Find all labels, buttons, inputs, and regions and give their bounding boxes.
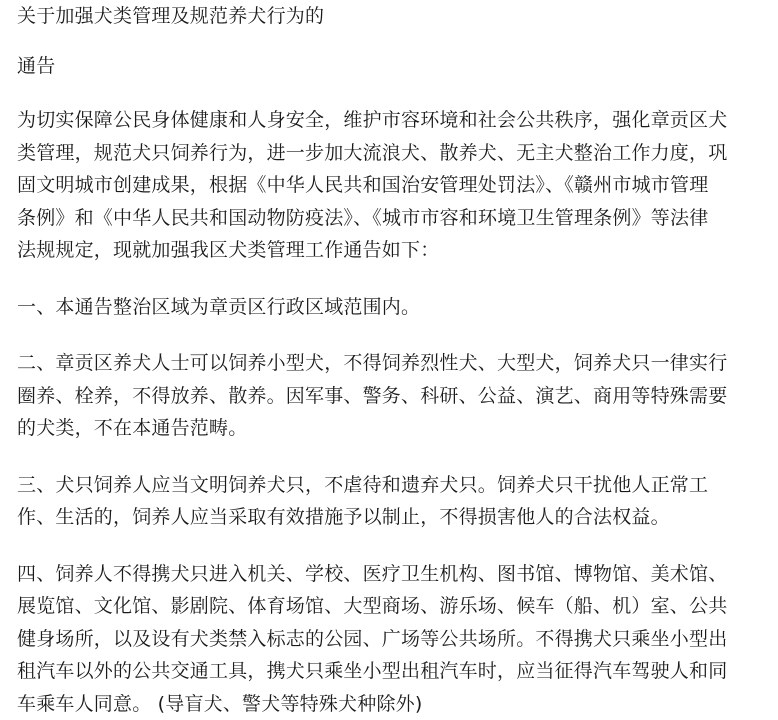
item-2-paragraph (17, 347, 761, 445)
item-4-line: 租汽车以外的公共交通工具，携犬只乘坐小型出租汽车时，应当征得汽车驾驶人和同 (17, 655, 761, 688)
item-3-line: 三、犬只饲养人应当文明饲养犬只，不虐待和遗弃犬只。饲养犬只干扰他人正常工 (17, 469, 761, 502)
item-4-line: 健身场所，以及设有犬类禁入标志的公园、广场等公共场所。不得携犬只乘坐小型出 (17, 623, 761, 656)
item-4-line: 展览馆、文化馆、影剧院、体育场馆、大型商场、游乐场、候车（船、机）室、公共 (17, 590, 761, 623)
intro-line: 固文明城市创建成果，根据《中华人民共和国治安管理处罚法》、《赣州市城市管理 (17, 169, 761, 202)
document-title: 关于加强犬类管理及规范养犬行为的 (17, 0, 761, 32)
item-1-line: 一、本通告整治区域为章贡区行政区域范围内。 (17, 291, 761, 324)
intro-line: 条例》和《中华人民共和国动物防疫法》、《城市市容和环境卫生管理条例》等法律 (17, 202, 761, 235)
item-2-line: 圈养、栓养，不得放养、散养。因军事、警务、科研、公益、演艺、商用等特殊需要 (17, 380, 761, 413)
item-1-paragraph (17, 291, 761, 324)
intro-line: 法规规定，现就加强我区犬类管理工作通告如下： (17, 234, 761, 267)
item-4-paragraph (17, 558, 761, 720)
item-4-line: 车乘车人同意。 (导盲犬、警犬等特殊犬种除外) (17, 688, 761, 720)
item-2-line: 二、章贡区养犬人士可以饲养小型犬，不得饲养烈性犬、大型犬，饲养犬只一律实行 (17, 347, 761, 380)
item-2-line: 的犬类，不在本通告范畴。 (17, 412, 761, 445)
intro-line: 类管理，规范犬只饲养行为，进一步加大流浪犬、散养犬、无主犬整治工作力度，巩 (17, 137, 761, 170)
item-3-line: 作、生活的，饲养人应当采取有效措施予以制止，不得损害他人的合法权益。 (17, 501, 761, 534)
intro-paragraph (17, 104, 761, 267)
document-heading: 通告 (17, 50, 761, 82)
item-4-line: 四、饲养人不得携犬只进入机关、学校、医疗卫生机构、图书馆、博物馆、美术馆、 (17, 558, 761, 591)
item-3-paragraph (17, 469, 761, 534)
intro-line: 为切实保障公民身体健康和人身安全，维护市容环境和社会公共秩序，强化章贡区犬 (17, 104, 761, 137)
document-body (17, 0, 761, 720)
